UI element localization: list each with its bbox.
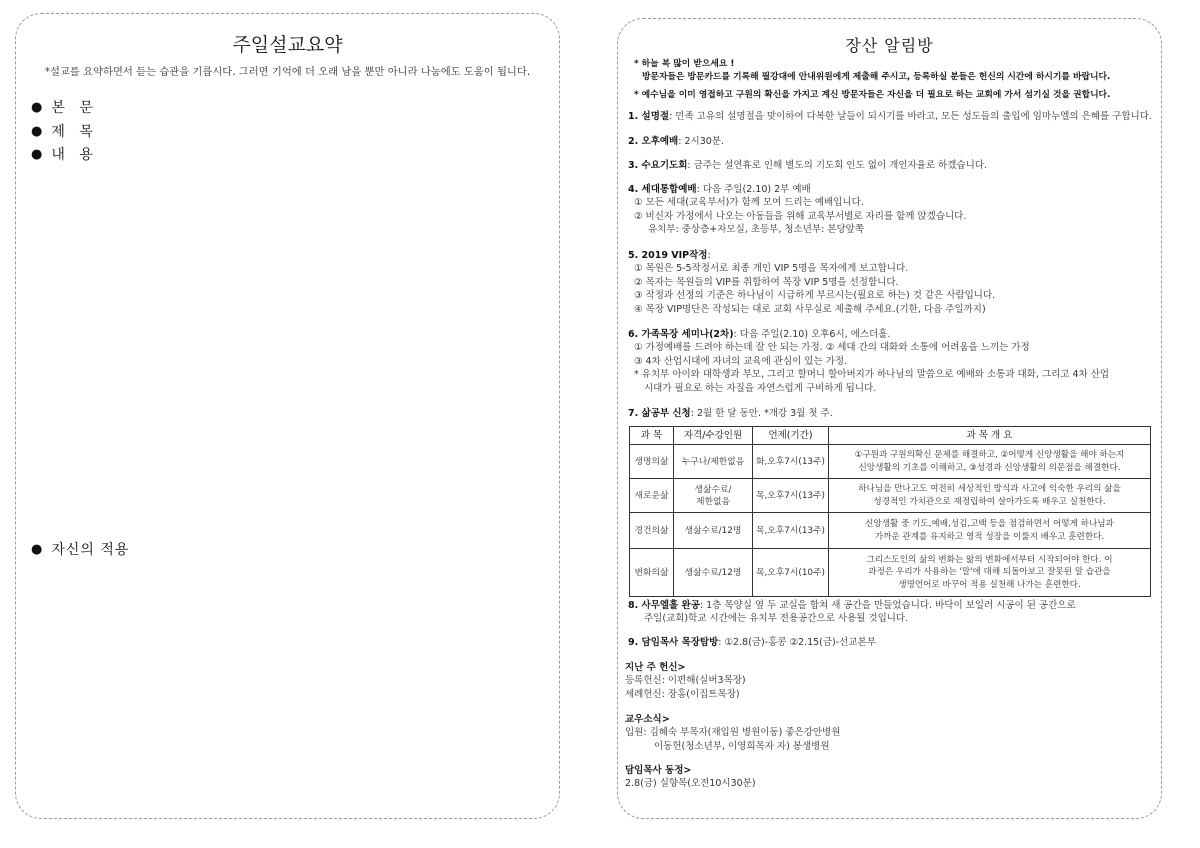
notice-6-head: 6. 가족목장 세미나(2차)	[628, 329, 734, 340]
course-table-header	[630, 427, 1151, 445]
notice-9-head: 9. 담임목사 목장탐방	[628, 637, 719, 648]
sermon-summary-note: *설교를 요약하면서 듣는 습관을 기릅시다. 그러면 기억에 더 오래 남을 뿐만 아니라 나눔에도 도움이 됩니다.	[44, 66, 531, 78]
member-news-head: 교우소식>	[625, 714, 670, 725]
cell-qualification	[674, 479, 753, 513]
overview-line: 신앙생활 중 기도,예배,성김,고백 등을 점검하면서 어떻게 하나님과	[865, 519, 1114, 529]
table-row	[630, 549, 1151, 597]
notice-8-head: 8. 사무엘홀 완공	[628, 600, 700, 611]
notice-6	[628, 328, 1109, 395]
notice-2	[628, 135, 724, 148]
notice-7-body: : 2월 한 달 동안. *개강 3월 첫 주.	[690, 408, 833, 419]
notice-8	[628, 599, 1076, 626]
overview-line: 생명언어로 바꾸어 적용 실천해 나가는 훈련한다.	[898, 579, 1081, 590]
notice-4-head: 4. 세대통합예배	[628, 184, 697, 195]
overview-line: 과정은 우리가 사용하는 '말'에 대해 되돌아보고 잘못된 말 습관을	[868, 567, 1111, 578]
notice-9	[628, 636, 876, 649]
col-subject: 과 목	[630, 427, 674, 445]
notice-1-head: 1. 설명절	[628, 111, 670, 122]
notice-2-body: : 2시30분.	[678, 136, 724, 147]
notice-6-body: : 다음 주일(2.10) 오후6시, 에스더홀.	[733, 329, 891, 340]
course-table	[629, 426, 1151, 597]
cell-subject: 새로운삶	[630, 479, 674, 513]
bullet-icon: ●	[31, 123, 43, 139]
title-label: 제 목	[51, 124, 98, 140]
table-row	[630, 445, 1151, 479]
notice-4-line-2: ② 비신자 가정에서 나오는 아동들을 위해 교육부서별로 자리를 함께 앉겠습니다.	[634, 210, 967, 222]
cell-subject: 경건의삶	[630, 513, 674, 549]
cell-subject: 생명의삶	[630, 445, 674, 479]
overview-line: 신앙생활의 기초를 이해하고, ③성경과 신앙생활의 의문점을 해결한다.	[858, 462, 1121, 473]
col-overview: 과 목 개 요	[829, 427, 1151, 445]
qualification-line: 생삶수료/	[694, 484, 732, 495]
member-news-line-2: 이동헌(청소년부, 이영희목자 자) 봉생병원	[654, 740, 830, 752]
notice-4-body: : 다음 주일(2.10) 2부 예배	[696, 184, 811, 195]
notice-5-line-4: ④ 목장 VIP명단은 작성되는 대로 교회 사무실로 제출해 주세요.(기한, 다음 주일까지)	[634, 303, 986, 315]
bullet-icon: ●	[31, 99, 43, 115]
notice-5-line-2: ② 목자는 목원들의 VIP를 취합하여 목장 VIP 5명을 선정합니다.	[634, 276, 899, 288]
offering-line-1: 등록헌신: 이편해(실버3목장)	[625, 675, 746, 687]
notice-6-line-3: * 유치부 아이와 대학생과 부모, 그리고 할머니 할아버지가 하나님의 말씀으로 예배와 소통과 대화, 그리고 4차 산업	[634, 369, 1110, 381]
cell-schedule: 목,오후7시(13주)	[753, 513, 829, 549]
notice-7-head: 7. 삶공부 신청	[628, 408, 691, 419]
pastor-schedule-head: 담임목사 동정>	[625, 765, 692, 776]
notice-1	[628, 110, 1152, 123]
table-row	[630, 513, 1151, 549]
bullet-title	[31, 121, 98, 141]
bullet-application	[31, 539, 129, 559]
col-qualification: 자격/수강인원	[674, 427, 753, 445]
sermon-summary-panel	[15, 13, 560, 819]
announcements-panel	[617, 18, 1162, 819]
notice-3-head: 3. 수요기도회	[628, 160, 688, 171]
welcome-line-3: * 예수님을 이미 영접하고 구원의 확신을 가지고 계신 방문자들은 자신을 더 필요로 하는 교회에 가서 섬기실 것을 권합니다.	[634, 90, 1111, 100]
cell-overview	[829, 479, 1151, 513]
notice-4	[628, 183, 966, 237]
welcome-line-2: 방문자들은 방문카드를 기록해 필강대에 안내위원에게 제출해 주시고, 등록하실 분들은 헌신의 시간에 하시기를 바랍니다.	[642, 72, 1111, 82]
notice-6-line-1: ① 가정예배를 드려야 하는데 잘 안 되는 가정. ② 세대 간의 대화와 소통에 어려움을 느끼는 가정	[634, 342, 1030, 354]
overview-line: 성경적인 가치관으로 재정립하여 살아가도록 배우고 실천한다.	[873, 496, 1106, 507]
overview-line: 그리스도인의 삶의 변화는 앎의 변화에서부터 시작되어야 한다. 이	[866, 554, 1113, 565]
cell-qualification: 생삶수료/12명	[674, 513, 753, 549]
bullet-icon: ●	[31, 541, 43, 557]
offering-section	[625, 661, 746, 701]
offering-line-2: 세례헌신: 장홍(이집트목장)	[625, 688, 740, 700]
sermon-summary-title: 주일설교요약	[232, 34, 343, 56]
notice-5-line-3: ③ 작정과 선정의 기준은 하나님이 시급하게 부르시는(필요로 하는) 것 같은 사람입니다.	[634, 290, 996, 302]
overview-line: ①구원과 구원의확신 문제를 해결하고, ②어떻게 신앙생활을 해야 하는지	[854, 450, 1125, 460]
bullet-scripture	[31, 97, 98, 117]
notice-3-body: : 금주는 설연휴로 인해 별도의 기도회 인도 없이 개인자율로 하겠습니다.	[687, 160, 987, 171]
scripture-label: 본 문	[51, 100, 98, 116]
col-schedule: 언제(기간)	[753, 427, 829, 445]
cell-overview	[829, 445, 1151, 479]
notice-9-body: : ①2.8(금)-홍콩 ②2.15(금)-선교본부	[718, 637, 876, 648]
notice-5-head: 5. 2019 VIP작정	[628, 250, 708, 261]
notice-8-line-1: 주일(교회)학교 시간에는 유치부 전용공간으로 사용될 것입니다.	[644, 613, 909, 625]
bullet-content	[31, 144, 98, 164]
notice-5	[628, 249, 995, 316]
member-news-line-1: 입원: 김혜숙 부목자(재입원 병원이동) 좋은강안병원	[625, 727, 841, 739]
cell-overview	[829, 513, 1151, 549]
notice-7	[628, 407, 833, 420]
application-label: 자신의 적용	[51, 542, 130, 558]
pastor-schedule-line-1: 2.8(금) 실향목(오전10시30분)	[625, 778, 756, 790]
overview-line: 가까운 관계를 유지하고 영적 성장을 이룰지 배우고 훈련한다.	[874, 531, 1105, 542]
welcome-line-1: * 하늘 복 많이 받으세요 !	[634, 59, 735, 69]
content-label: 내 용	[51, 147, 98, 163]
cell-schedule: 화,오후7시(13주)	[753, 445, 829, 479]
offering-head: 지난 주 헌신>	[625, 662, 686, 673]
cell-overview	[829, 549, 1151, 597]
notice-6-line-2: ③ 4차 산업시대에 자녀의 교육에 관심이 있는 가정.	[634, 355, 848, 367]
cell-schedule: 목,오후7시(13주)	[753, 479, 829, 513]
overview-line: 하나님을 만나고도 여전히 세상적인 방식과 사고에 익숙한 우리의 삶을	[858, 484, 1121, 494]
cell-subject: 변화의삶	[630, 549, 674, 597]
notice-3	[628, 159, 987, 172]
cell-qualification: 누구나/제한없음	[674, 445, 753, 479]
cell-schedule: 목,오후7시(10주)	[753, 549, 829, 597]
notice-2-head: 2. 오후예배	[628, 136, 679, 147]
pastor-schedule-section	[625, 764, 756, 791]
notice-6-line-4: 시대가 필요로 하는 자질을 자연스럽게 구비하게 됩니다.	[644, 382, 877, 394]
notice-4-line-1: ① 모든 세대(교육부서)가 함께 모여 드리는 예배입니다.	[634, 197, 864, 209]
notice-4-line-3: 유치부: 중상층+자모실, 초등부, 청소년부: 본당앞쪽	[648, 224, 865, 236]
bullet-icon: ●	[31, 146, 43, 162]
notice-1-body: : 민족 고유의 설명절을 맞이하여 다복한 날들이 되시기를 바라고, 모든 성도들의 출입에 임마누엘의 은혜를 구합니다.	[669, 111, 1152, 122]
notice-8-body: : 1층 목양실 옆 두 교실을 합쳐 새 공간을 만들었습니다. 바닥이 보일러 시공이 된 공간으로	[699, 600, 1076, 611]
qualification-line: 제한없음	[696, 496, 730, 507]
announcements-title: 장산 알림방	[845, 36, 934, 55]
member-news-section	[625, 713, 840, 753]
table-row	[630, 479, 1151, 513]
notice-5-line-1: ① 목원은 5-5작정서로 최종 개인 VIP 5명을 목자에게 보고합니다.	[634, 263, 909, 275]
notice-5-body: :	[707, 250, 711, 261]
cell-qualification: 생삶수료/12명	[674, 549, 753, 597]
